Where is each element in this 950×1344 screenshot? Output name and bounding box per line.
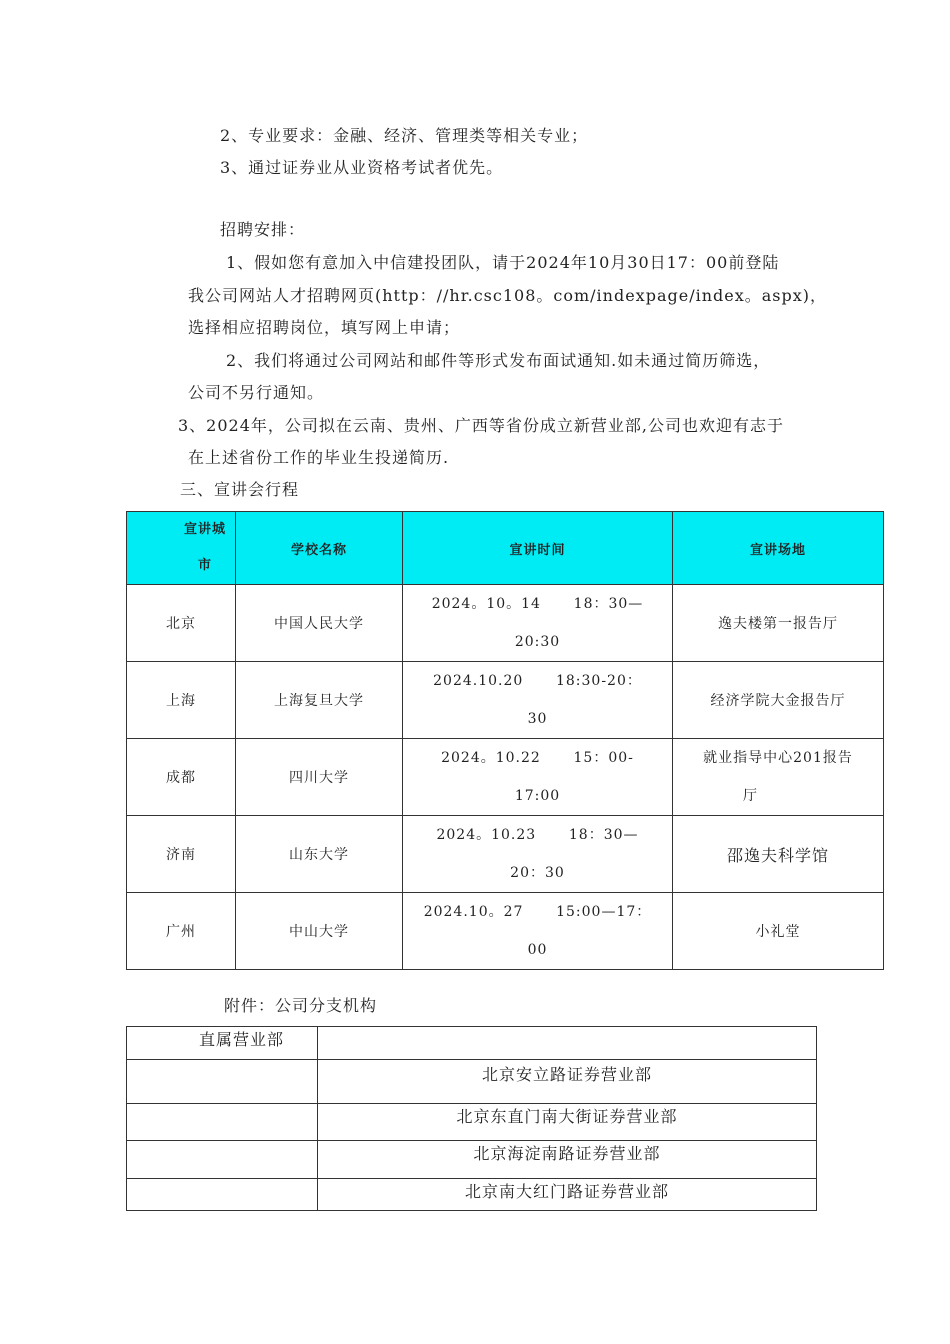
branch-left-cell	[127, 1104, 318, 1141]
row-city: 广州	[127, 893, 236, 970]
row-city: 成都	[127, 739, 236, 816]
row-city: 济南	[127, 816, 236, 893]
row-time-line-1: 2024.10。27 15:00—17：	[423, 904, 652, 920]
row-venue: 小礼堂	[673, 893, 884, 970]
arrangement-item-1-line-2: 我公司网站人才招聘网页(http：//hr.csc108。com/indexpage/index。aspx)，	[188, 286, 827, 305]
row-venue: 经济学院大金报告厅	[673, 662, 884, 739]
attachment-title: 附件：公司分支机构	[224, 996, 378, 1015]
table-row	[127, 816, 884, 893]
row-venue: 邵逸夫科学馆	[673, 816, 884, 893]
table-row	[127, 1141, 817, 1179]
requirement-item-2: 2、专业要求：金融、经济、管理类等相关专业；	[220, 126, 589, 145]
arrangement-item-3-line-1: 3、2024年，公司拟在云南、贵州、广西等省份成立新营业部,公司也欢迎有志于	[178, 416, 784, 435]
table-row	[127, 739, 884, 816]
row-time	[403, 893, 673, 970]
row-school: 山东大学	[236, 816, 403, 893]
row-time-line-1: 2024。10。14 18：30—	[431, 596, 644, 612]
requirement-item-3: 3、通过证券业从业资格考试者优先。	[220, 158, 504, 177]
header-school: 学校名称	[236, 512, 403, 585]
table-row	[127, 1060, 817, 1104]
schedule-table	[126, 511, 884, 970]
header-venue: 宣讲场地	[673, 512, 884, 585]
row-time	[403, 816, 673, 893]
row-venue-line-1: 就业指导中心201报告	[703, 750, 853, 766]
branches-table	[126, 1026, 817, 1211]
arrangement-item-1-line-1: 1、假如您有意加入中信建投团队，请于2024年10月30日17：00前登陆	[226, 253, 780, 272]
branch-left-cell	[127, 1141, 318, 1179]
row-school: 中山大学	[236, 893, 403, 970]
row-time-line-1: 2024。10.23 18：30—	[436, 827, 639, 843]
arrangement-item-2-line-1: 2、我们将通过公司网站和邮件等形式发布面试通知.如未通过简历筛选，	[226, 351, 771, 370]
row-time	[403, 585, 673, 662]
arrangement-item-2-line-2: 公司不另行通知。	[188, 383, 325, 402]
row-time-line-2: 30	[527, 711, 548, 727]
row-time-line-1: 2024.10.20 18:30-20：	[433, 673, 642, 689]
branch-left-cell	[127, 1179, 318, 1211]
row-time-line-2: 17:00	[514, 788, 561, 804]
table-row	[127, 1104, 817, 1141]
header-city-line-1: 宣讲城	[183, 522, 226, 537]
arrangement-item-3-line-2: 在上述省份工作的毕业生投递简历.	[188, 448, 450, 467]
branch-name: 北京南大红门路证券营业部	[318, 1179, 817, 1211]
branches-header-right	[318, 1027, 817, 1060]
table-row	[127, 893, 884, 970]
row-city: 北京	[127, 585, 236, 662]
row-city: 上海	[127, 662, 236, 739]
row-school: 上海复旦大学	[236, 662, 403, 739]
table-row	[127, 585, 884, 662]
row-school: 四川大学	[236, 739, 403, 816]
row-venue-line-2: 厅	[743, 788, 758, 804]
row-school: 中国人民大学	[236, 585, 403, 662]
row-time	[403, 662, 673, 739]
row-time-line-2: 00	[527, 942, 548, 958]
table-row	[127, 1179, 817, 1211]
schedule-section-title: 三、宣讲会行程	[180, 480, 300, 499]
row-time-line-1: 2024。10.22 15：00-	[441, 750, 634, 766]
row-time	[403, 739, 673, 816]
row-venue	[673, 739, 884, 816]
arrangement-item-1-line-3: 选择相应招聘岗位，填写网上申请；	[188, 318, 461, 337]
row-venue: 逸夫楼第一报告厅	[673, 585, 884, 662]
branches-header-left: 直属营业部	[127, 1027, 318, 1060]
branch-name: 北京东直门南大街证券营业部	[318, 1104, 817, 1141]
schedule-header-row	[127, 512, 884, 585]
row-time-line-2: 20:30	[514, 634, 561, 650]
header-city	[127, 512, 236, 585]
header-city-line-2: 市	[197, 558, 212, 573]
branch-name: 北京安立路证券营业部	[318, 1060, 817, 1104]
branch-name: 北京海淀南路证券营业部	[318, 1141, 817, 1179]
branch-left-cell	[127, 1060, 318, 1104]
table-row	[127, 662, 884, 739]
arrangement-heading: 招聘安排：	[220, 220, 306, 239]
header-time: 宣讲时间	[403, 512, 673, 585]
branches-header-row	[127, 1027, 817, 1060]
row-time-line-2: 20：30	[510, 865, 565, 881]
